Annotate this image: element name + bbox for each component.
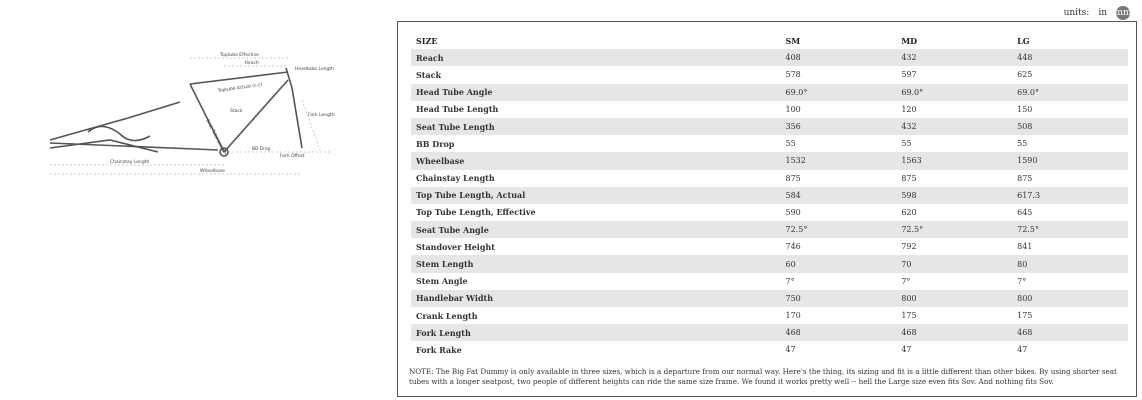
head-tube: [286, 68, 292, 88]
fork: [292, 88, 302, 148]
rack-loop: [88, 126, 150, 140]
row-value: 746: [785, 242, 801, 252]
row-label: Seat Tube Angle: [416, 224, 489, 235]
row-value: 800: [901, 293, 917, 303]
table-row: [411, 49, 1128, 66]
row-value: 792: [901, 242, 917, 252]
row-value: 597: [901, 70, 917, 80]
units-toggle: [1064, 6, 1130, 20]
diagram-label-wheelbase: Wheelbase: [200, 169, 225, 174]
table-row: [411, 118, 1128, 135]
row-value: 625: [1017, 70, 1033, 80]
row-label: Head Tube Length: [416, 104, 499, 115]
table-row: [411, 170, 1128, 187]
row-value: 875: [901, 173, 917, 183]
row-value: 55: [901, 139, 912, 149]
row-label: Chainstay Length: [416, 173, 495, 184]
table-row: [411, 324, 1128, 341]
table-row: [411, 221, 1128, 238]
row-label: Stem Angle: [416, 276, 468, 287]
row-value: 72.5°: [901, 225, 924, 235]
diagram-label-headtube-length: Headtube Length: [295, 67, 334, 72]
diagram-label-seat-tube-length: Seat Tube Length: [204, 118, 227, 156]
table-row: [411, 238, 1128, 255]
row-value: 1590: [1017, 156, 1038, 166]
row-label: Handlebar Width: [416, 293, 494, 304]
row-value: 875: [1017, 173, 1033, 183]
row-label: Seat Tube Length: [416, 121, 495, 132]
row-label: Standover Height: [416, 241, 495, 252]
row-value: 875: [785, 173, 801, 183]
table-row: [411, 307, 1128, 324]
diagram-label-stack: Stack: [230, 109, 243, 114]
diagram-label-toptube-effective: Toptube Effective: [220, 53, 259, 58]
row-value: 47: [901, 345, 912, 355]
row-label: Stem Length: [416, 259, 474, 270]
units-label: units:: [1063, 8, 1090, 18]
table-row: [411, 290, 1128, 307]
row-value: 175: [1017, 311, 1033, 321]
table-row: [411, 255, 1128, 272]
row-value: 841: [1017, 242, 1033, 252]
row-value: 356: [785, 122, 801, 132]
table-header-row: [411, 32, 1128, 49]
row-value: 800: [1017, 293, 1033, 303]
row-label: Stack: [416, 69, 442, 80]
row-value: 60: [785, 259, 796, 269]
row-value: 72.5°: [785, 225, 808, 235]
row-label: Crank Length: [416, 310, 478, 321]
table-row: [411, 187, 1128, 204]
diagram-label-fork-length: Fork Length: [308, 113, 335, 118]
row-value: 508: [1017, 122, 1033, 132]
seatstay-tube: [50, 102, 180, 140]
unit-option-mm[interactable]: mm: [1114, 8, 1132, 18]
row-label: Top Tube Length, Actual: [416, 190, 526, 201]
geometry-panel: [397, 21, 1137, 397]
row-label: Wheelbase: [416, 155, 465, 166]
row-value: 408: [785, 53, 801, 63]
row-value: 468: [1017, 328, 1033, 338]
row-value: 1563: [901, 156, 922, 166]
row-value: 70: [901, 259, 912, 269]
row-value: 448: [1017, 53, 1033, 63]
row-value: 55: [1017, 139, 1028, 149]
table-row: [411, 135, 1128, 152]
row-value: 468: [901, 328, 917, 338]
row-value: 47: [1017, 345, 1028, 355]
table-row: [411, 204, 1128, 221]
table-row: [411, 66, 1128, 83]
row-value: 120: [901, 104, 917, 114]
header-size: SIZE: [416, 35, 438, 46]
row-label: Reach: [416, 52, 444, 63]
header-md: MD: [901, 35, 918, 46]
geometry-table: [411, 32, 1128, 359]
row-value: 72.5°: [1017, 225, 1039, 235]
table-row: [411, 84, 1128, 101]
frame-geometry-diagram: [40, 40, 340, 180]
row-value: 55: [785, 139, 796, 149]
header-lg: LG: [1017, 35, 1030, 46]
row-value: 47: [785, 345, 796, 355]
row-value: 584: [785, 190, 801, 200]
row-label: Fork Rake: [416, 344, 462, 355]
diagram-label-fork-offset: Fork Offset: [280, 154, 305, 159]
row-label: Top Tube Length, Effective: [416, 207, 536, 218]
row-value: 150: [1017, 104, 1033, 114]
row-value: 617.3: [1017, 190, 1041, 200]
row-value: 100: [785, 104, 801, 114]
row-value: 590: [785, 207, 801, 217]
row-value: 7°: [901, 276, 911, 286]
diagram-label-reach: Reach: [245, 61, 259, 66]
row-value: 578: [785, 70, 801, 80]
row-value: 7°: [1017, 276, 1027, 286]
row-value: 468: [785, 328, 801, 338]
row-value: 645: [1017, 207, 1033, 217]
row-value: 750: [785, 293, 801, 303]
row-value: 69.0°: [901, 87, 924, 97]
row-label: Head Tube Angle: [416, 87, 493, 98]
header-sm: SM: [785, 35, 801, 46]
row-value: 7°: [785, 276, 795, 286]
row-value: 175: [901, 311, 917, 321]
unit-option-in[interactable]: in: [1098, 8, 1107, 18]
table-row: [411, 341, 1128, 358]
table-row: [411, 152, 1128, 169]
row-value: 69.0°: [1017, 87, 1039, 97]
row-label: Fork Length: [416, 327, 471, 338]
row-value: 432: [901, 122, 917, 132]
row-value: 620: [901, 207, 917, 217]
geometry-table-body: [411, 49, 1128, 358]
row-value: 69.0°: [785, 87, 808, 97]
row-label: BB Drop: [416, 138, 455, 149]
row-value: 598: [901, 190, 917, 200]
sizing-note: NOTE: The Big Fat Dummy is only available in three sizes, which is a departure from our normal way. Here's the thing, its sizing and fit is a little different than other bikes. By using shorter seat tubes with a longer seatpost, two people of different heights can ride the same size frame. We found it works pretty well -- hell the Large size even fits Sov. And nothing fits Sov.: [409, 367, 1117, 386]
row-value: 432: [901, 53, 917, 63]
diagram-label-toptube-actual: Toptube Actual (c-c): [217, 82, 263, 94]
table-row: [411, 273, 1128, 290]
diagram-label-bb-drop: BB Drop: [252, 147, 271, 152]
row-value: 80: [1017, 259, 1028, 269]
diagram-label-chainstay-length: Chainstay Length: [110, 160, 150, 165]
table-row: [411, 101, 1128, 118]
top-tube: [190, 72, 288, 84]
row-value: 170: [785, 311, 801, 321]
row-value: 1532: [785, 156, 806, 166]
